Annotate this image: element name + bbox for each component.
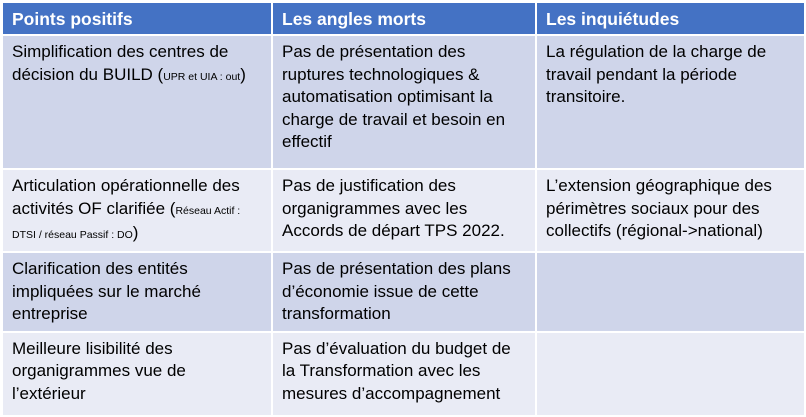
header-blind-spots: Les angles morts xyxy=(272,2,536,35)
blind-spot-cell: Pas de justification des organigrammes avec les Accords de départ TPS 2022. xyxy=(272,169,536,252)
positive-point-note: UPR et UIA : out xyxy=(163,70,241,83)
assessment-table xyxy=(1,1,806,417)
positive-point-text: Articulation opérationnelle des activités OF clarifiée ( xyxy=(12,176,240,218)
header-concerns: Les inquiétudes xyxy=(536,2,805,35)
blind-spot-cell: Pas de présentation des plans d’économie issue de cette transformation xyxy=(272,252,536,332)
positive-point-cell xyxy=(2,252,272,332)
concern-cell: L’extension géographique des périmètres sociaux pour des collectifs (régional->national) xyxy=(536,169,805,252)
concern-cell xyxy=(536,252,805,332)
table-row xyxy=(2,169,805,252)
positive-point-cell xyxy=(2,169,272,252)
concern-cell xyxy=(536,332,805,416)
positive-point-end: ) xyxy=(132,223,139,242)
positive-point-text: Meilleure lisibilité des organigrammes vue de l’extérieur xyxy=(12,338,186,403)
table-row xyxy=(2,252,805,332)
positive-point-note: Réseau Actif : DTSI / réseau Passif : DO xyxy=(12,204,241,241)
table-row xyxy=(2,332,805,416)
positive-point-text: Simplification des centres de décision du BUILD ( xyxy=(12,42,229,84)
table-row xyxy=(2,35,805,169)
positive-point-cell xyxy=(2,35,272,169)
concern-cell: La régulation de la charge de travail pendant la période transitoire. xyxy=(536,35,805,169)
header-row xyxy=(2,2,805,35)
header-positive-points: Points positifs xyxy=(2,2,272,35)
blind-spot-cell: Pas de présentation des ruptures technologiques & automatisation optimisant la charge de travail et besoin en effectif xyxy=(272,35,536,169)
positive-point-cell xyxy=(2,332,272,416)
blind-spot-cell: Pas d’évaluation du budget de la Transformation avec les mesures d’accompagnement xyxy=(272,332,536,416)
positive-point-end: ) xyxy=(240,64,246,84)
positive-point-text: Clarification des entités impliquées sur le marché entreprise xyxy=(12,259,201,323)
